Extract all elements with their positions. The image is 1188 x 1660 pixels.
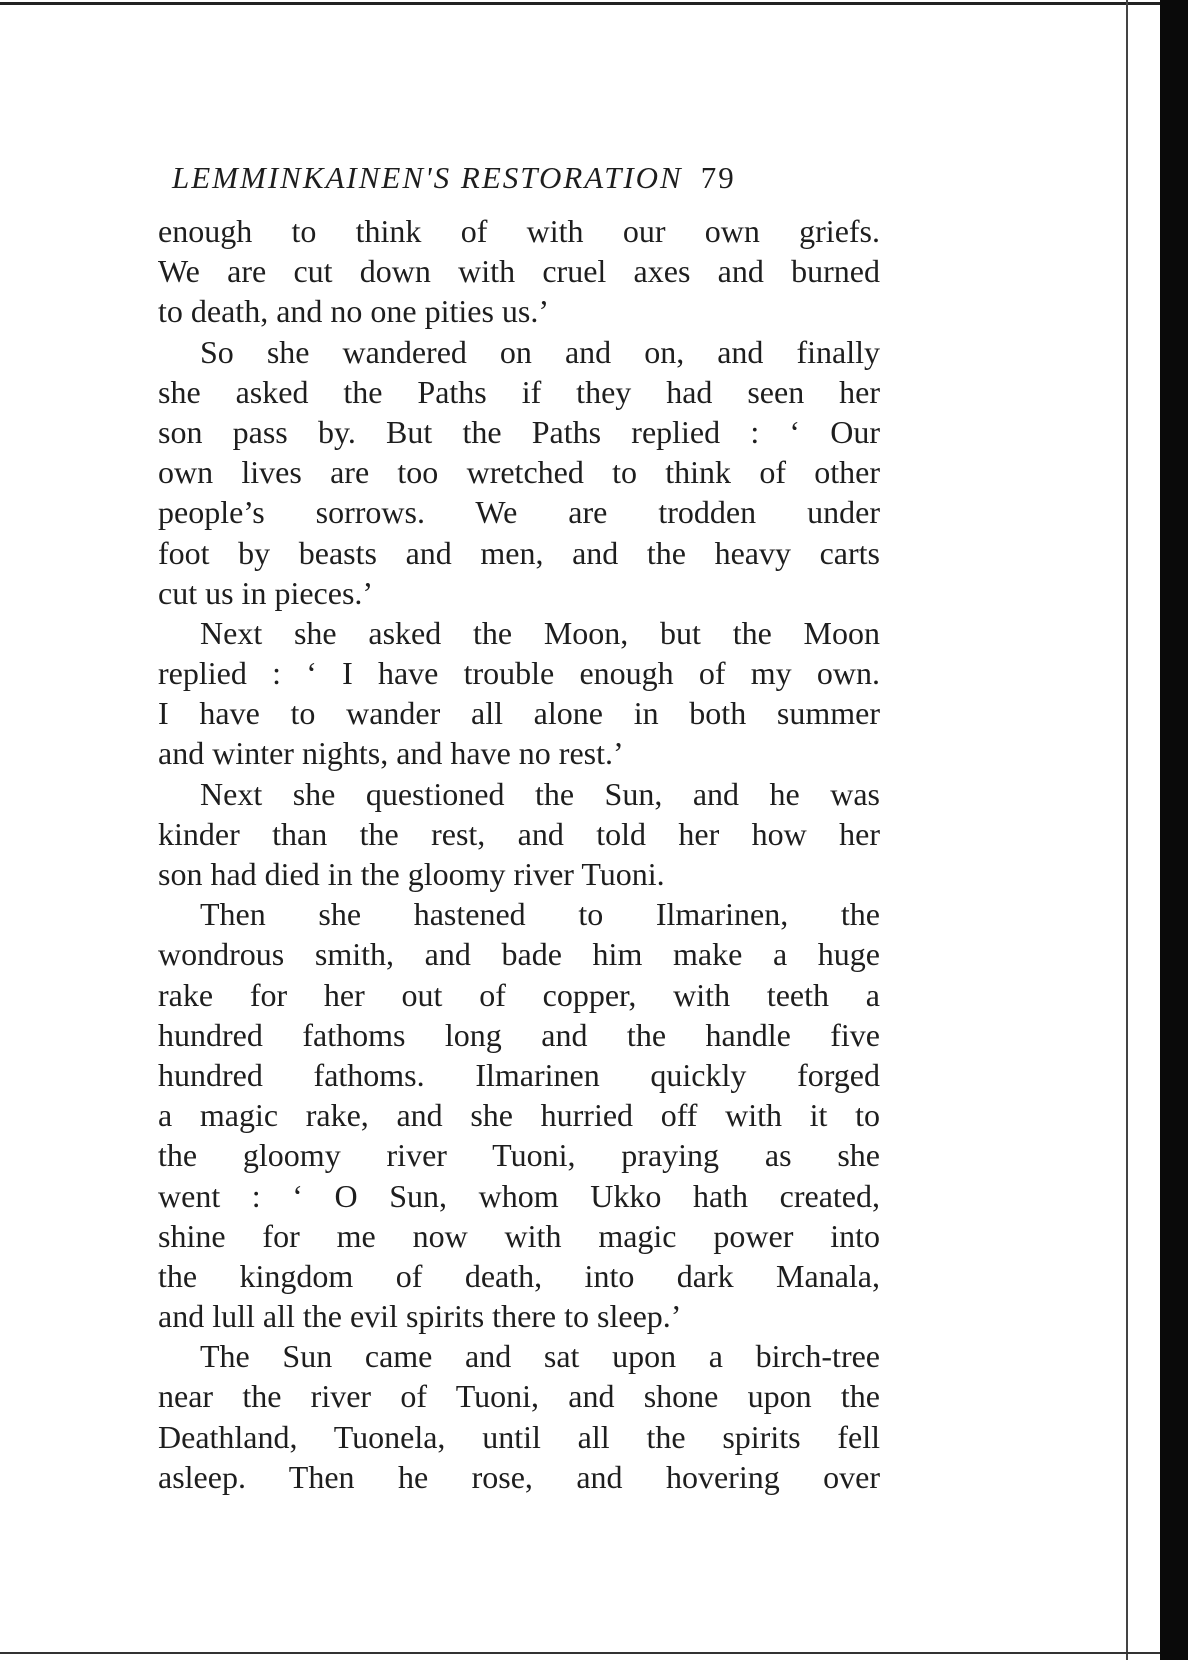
text-line: Then she hastened to Ilmarinen, the <box>200 896 880 933</box>
text-line: and winter nights, and have no rest.’ <box>158 735 624 772</box>
text-line: asleep. Then he rose, and hovering over <box>158 1458 880 1495</box>
text-line: went : ‘ O Sun, whom Ukko hath created, <box>158 1177 880 1214</box>
text-line: the kingdom of death, into dark Manala, <box>158 1257 880 1294</box>
text-line: kinder than the rest, and told her how her <box>158 815 880 852</box>
scan-page-edge-line <box>1126 0 1128 1660</box>
text-line: enough to think of with our own griefs. <box>158 213 880 249</box>
text-line: The Sun came and sat upon a birch-tree <box>200 1338 880 1375</box>
text-line: a magic rake, and she hurried off with it to <box>158 1097 880 1134</box>
text-line: Next she asked the Moon, but the Moon <box>200 614 880 651</box>
text-line: I have to wander all alone in both summer <box>158 695 880 732</box>
text-line: own lives are too wretched to think of other <box>158 454 880 491</box>
text-line: wondrous smith, and bade him make a huge <box>158 936 880 973</box>
text-line: she asked the Paths if they had seen her <box>158 373 880 410</box>
text-line: the gloomy river Tuoni, praying as she <box>158 1137 880 1174</box>
page-number: 79 <box>700 160 736 195</box>
scan-bottom-border <box>0 1652 1160 1654</box>
text-line: shine for me now with magic power into <box>158 1217 880 1254</box>
text-line: So she wandered on and on, and finally <box>200 333 880 370</box>
text-line: and lull all the evil spirits there to sleep.’ <box>158 1298 682 1335</box>
scan-binding-shadow <box>1160 0 1188 1660</box>
text-line: son had died in the gloomy river Tuoni. <box>158 856 665 892</box>
text-line: near the river of Tuoni, and shone upon the <box>158 1378 880 1415</box>
text-line: We are cut down with cruel axes and burned <box>158 253 880 290</box>
text-line: rake for her out of copper, with teeth a <box>158 976 880 1013</box>
text-line: replied : ‘ I have trouble enough of my own. <box>158 655 880 692</box>
text-line: cut us in pieces.’ <box>158 574 374 611</box>
text-line: hundred fathoms. Ilmarinen quickly forged <box>158 1056 880 1093</box>
text-line: hundred fathoms long and the handle five <box>158 1016 880 1053</box>
text-line: foot by beasts and men, and the heavy carts <box>158 534 880 571</box>
text-line: Deathland, Tuonela, until all the spirits fell <box>158 1418 880 1455</box>
text-line: to death, and no one pities us.’ <box>158 293 550 330</box>
text-line: people’s sorrows. We are trodden under <box>158 494 880 531</box>
running-head <box>172 160 892 196</box>
text-line: son pass by. But the Paths replied : ‘ Our <box>158 413 880 450</box>
scan-top-border <box>0 2 1160 5</box>
running-head-title: LEMMINKAINEN'S RESTORATION <box>172 160 683 195</box>
page-body <box>158 211 880 1497</box>
text-line: Next she questioned the Sun, and he was <box>200 775 880 812</box>
